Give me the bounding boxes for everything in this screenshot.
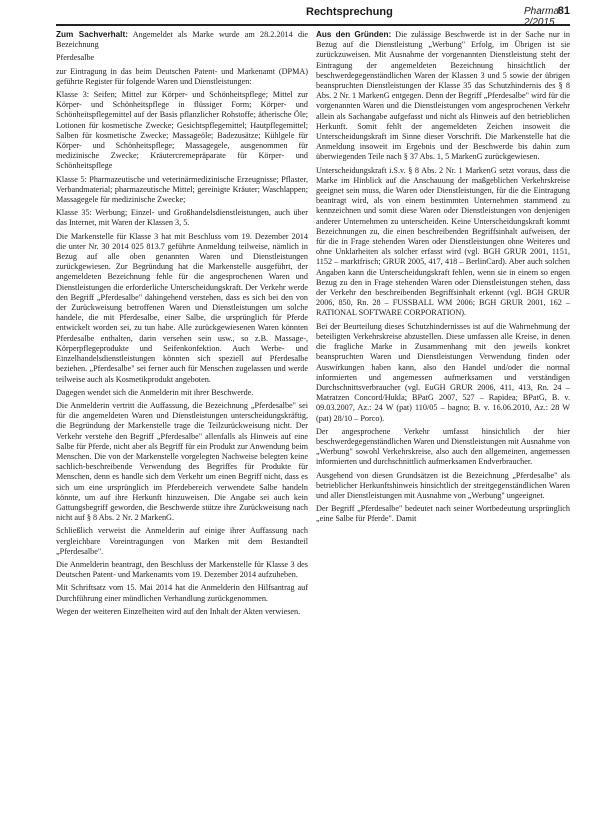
left-paragraph: Pferdesalbe bbox=[56, 53, 95, 63]
right-column bbox=[316, 30, 570, 528]
right-paragraph: Der Begriff „Pferdesalbe" bedeutet nach seiner Wortbedeutung ursprünglich „eine Salbe für Pferde". Damit bbox=[316, 504, 570, 524]
left-paragraph: Wegen der weiteren Einzelheiten wird auf den Inhalt der Akten verwiesen. bbox=[56, 606, 301, 616]
right-paragraph: Der angesprochene Verkehr umfasst hinsichtlich der hier beschwerdegegenständlichen Waren und Dienstleistungen mit Ausnahme von „Werbung" sowohl Verkehrskreise, also auch den allgemeinen, angemessen informierten und durchschnittlich aufmerksamen Endverbraucher. bbox=[316, 426, 570, 467]
left-paragraph: Die Anmelderin vertritt die Auffassung, die Bezeichnung „Pferdesalbe" sei für die angemeldeten Waren und Dienstleistungen unterscheidungskräftig, die Begründung der Markenstelle trage die Teilzurückweisung nicht. Der Verkehr verstehe den Begriff „Pferdesalbe" allenfalls als Hinweis auf eine Salbe für Pferde, nicht aber als Begriff für ein Produkt zur Anwendung beim Menschen. Die von der Markenstelle vorgelegten Nachweise belegten keine sachlich-beschreibende Verwendung des Begriffes für Produkte für Menschen, denn es handle sich dem Verkehr um einen Begriff nicht, dass es sich um eine ursprünglich im Pferdebereich verwendete Salbe handeln könnte, um auf ihre Herkunft hinzuweisen. Die Angabe sei auch kein Gattungsbegriff geworden, die Beschwerde stütze ihre Zurückweisung nach nicht auf § 8 Abs. 2 Nr. 2 MarkenG. bbox=[56, 400, 308, 523]
running-header bbox=[56, 6, 570, 26]
left-paragraph: Klasse 35: Werbung; Einzel- und Großhandelsdienstleistungen, auch über das Internet, mit Waren der Klassen 3, 5. bbox=[56, 208, 308, 228]
section-label: Rechtsprechung bbox=[306, 6, 393, 18]
page-number: 81 bbox=[557, 5, 570, 17]
right-paragraph: Ausgehend von diesen Grundsätzen ist die Bezeichnung „Pferdesalbe" als betrieblicher Herkunftshinweis hinsichtlich der streitgegenständlichen Waren und aller Dienstleistungen mit Ausnahme von „Werbung" ungeeignet. bbox=[316, 470, 570, 500]
right-paragraph: Unterscheidungskraft i.S.v. § 8 Abs. 2 Nr. 1 MarkenG setzt voraus, dass die Marke im Hinblick auf die Anschauung der maßgeblichen Verkehrskreise geeignet sein muss, die Waren oder Dienstleistungen, für die die Eintragung beantragt wird, als von einem bestimmten Unternehmen stammend zu kennzeichnen und somit diese Waren oder Dienstleistungen von denjenigen anderer Unternehmen zu unterscheiden. Keine Unterscheidungskraft kommt Bezeichnungen zu, die einen beschreibenden Begriffsinhalt aufweisen, der für die in Frage stehenden Waren oder Dienstleistungen ohne Weiteres und ohne Unklarheiten als solcher erfasst wird (vgl. BGH GRUR 2001, 1151, 1152 – marktfrisch; GRUR 2005, 417, 418 – BerlinCard). Aber auch solchen Angaben kann die Unterscheidungskraft fehlen, wenn sie in einem so engen Bezug zu den in Frage stehenden Waren oder Dienstleistungen stehen, dass der Verkehr den beschreibenden Begriffsinhalt erkennt (vgl. BGH GRUR 2006, 850, Rn. 28 – FUSSBALL WM 2006; BGH GRUR 2001, 162 – RATIONAL SOFTWARE CORPORATION). bbox=[316, 165, 570, 318]
left-column bbox=[56, 30, 308, 620]
right-paragraph: Aus den Gründen: Die zulässige Beschwerde ist in der Sache nur in Bezug auf die Dienstleistung „Werbung" Erfolg, im Übrigen ist sie zurückzuweisen. Mit Ausnahme der vorgenannten Dienstleistung steht der Eintragung der angemeldeten Bezeichnung hinsichtlich der beschwerdegegenständlichen Waren der Klassen 3 und 5 sowie der übrigen beanspruchten Dienstleistungen der Klasse 35 das Schutzhindernis des § 8 Abs. 2 Nr. 1 MarkenG entgegen. Denn der Begriff „Pferdesalbe" wird für die vorgenannten Waren und die Dienstleistungen vom angesprochenen Verkehr allein als Sachangabe aufgefasst und nicht als Hinweis auf den betrieblichen Herkunft. Somit fehlt der angemeldeten Zeichen insoweit die Unterscheidungskraft im Sinne dieser Vorschrift. Die Markenstelle hat die Anmeldung insoweit im Ergebnis und der Beschwerde bis dahin zum überwiegenden Teile nach § 37 Abs. 1, 5 MarkenG zurückgewiesen. bbox=[316, 30, 570, 162]
left-paragraph: zur Eintragung in das beim Deutschen Patent- und Markenamt (DPMA) geführte Register für folgende Waren und Dienstleistungen: bbox=[56, 66, 308, 86]
right-paragraph: Bei der Beurteilung dieses Schutzhindernisses ist auf die Wahrnehmung der beteiligten Verkehrskreise abzustellen. Diese umfassen alle Kreise, in denen die fragliche Marke in Zusammenhang mit den jeweils konkret beanspruchten Waren und Dienstleistungen Verwendung finden oder Auswirkungen haben kann, also den Handel und/oder die normal informierten und angemessen aufmerksamen und verständigen Durchschnittsverbraucher (vgl. EuGH GRUR 2006, 411, 413, Rn. 24 – Matratzen Concord/Hukla; BPatG 2007, 527 – Rapidea; BPatG, B. v. 09.03.2007, Az.: 24 W (pat) 110/05 – bagno; B. v. 16.06.2010, Az.: 28 W (pat) 28/10 – Porco). bbox=[316, 321, 570, 423]
left-paragraph: Die Anmelderin beantragt, den Beschluss der Markenstelle für Klasse 3 des Deutschen Patent- und Markenamts vom 19. Dezember 2014 aufzuheben. bbox=[56, 559, 308, 580]
left-paragraph: Dagegen wendet sich die Anmelderin mit ihrer Beschwerde. bbox=[56, 387, 254, 397]
left-paragraph: Schließlich verweist die Anmelderin auf einige ihrer Auffassung nach vergleichbare Voreintragungen von Marken mit dem Bestandteil „Pferdesalbe". bbox=[56, 526, 308, 556]
reasons-heading: Aus den Gründen: bbox=[316, 30, 392, 39]
facts-heading: Zum Sachverhalt: bbox=[56, 30, 128, 39]
left-paragraph: Mit Schriftsatz vom 15. Mai 2014 hat die Anmelderin den Hilfsantrag auf Durchführung einer mündlichen Verhandlung zurückgenommen. bbox=[56, 583, 308, 603]
left-paragraph: Die Markenstelle für Klasse 3 hat mit Beschluss vom 19. Dezember 2014 die unter Nr. 30 2014 025 813.7 geführte Anmeldung teilweise, nämlich in Bezug auf alle oben genannten Waren und Dienstleistungen zurückgewiesen. Zur Begründung hat die Markenstelle ausgeführt, der angemeldeten Bezeichnung fehle für die angesprochenen Waren und Dienstleistungen die erforderliche Unterscheidungskraft. Der Verkehr werde den Begriff „Pferdesalbe" dahingehend verstehen, dass es sich bei den von der Zurückweisung betroffenen Waren und Dienstleistungen um solche handele, die mit Pferdesalbe, einer Salbe, die ursprünglich für Pferde entwickelt worden sei, zu tun habe. Alle zurückgewiesenen Waren könnten Pferdesalbe enthalten, darin versehen sein usw., so z.B. Massage-, Körperpflegeprodukte und Seifenkonfektion. Auch Werbe- und Einzelhandelsdienstleistungen könnten sich speziell auf Pferdesalbe beziehen. „Pferdesalbe" sei ferner auch für Menschen zugelassen und werde teilweise auch als Kosmetikprodukt angeboten. bbox=[56, 231, 308, 384]
left-paragraph: Klasse 3: Seifen; Mittel zur Körper- und Schönheitspflege; Mittel zur Körper- und Schönheitspflege in flüssiger Form; Körper- und Schönheitspflegemittel auf der Basis pflanzlicher Rohstoffe; ätherische Öle; Lotionen für kosmetische Zwecke; Gesichtspflegemittel; Hautpflegemittel; Salben für kosmetische Zwecke; Massageöle; Badezusätze; Kühlgele für Körper- und Schönheitspflege; Massagegele, ausgenommen für medizinische Zwecke; Kräutercremepräparate für Körper- und Schönheitspflege bbox=[56, 90, 308, 171]
journal-name: Pharma 2/2015 bbox=[524, 6, 560, 28]
left-paragraph: Zum Sachverhalt: Angemeldet als Marke wurde am 28.2.2014 die Bezeichnung bbox=[56, 30, 308, 50]
left-paragraph: Klasse 5: Pharmazeutische und veterinärmedizinische Erzeugnisse; Pflaster, Verbandmaterial; pharmazeutische Mittel; gereinigte Kräuter; Waschlappen; Massagegele für medizinische Zwecke; bbox=[56, 174, 308, 205]
